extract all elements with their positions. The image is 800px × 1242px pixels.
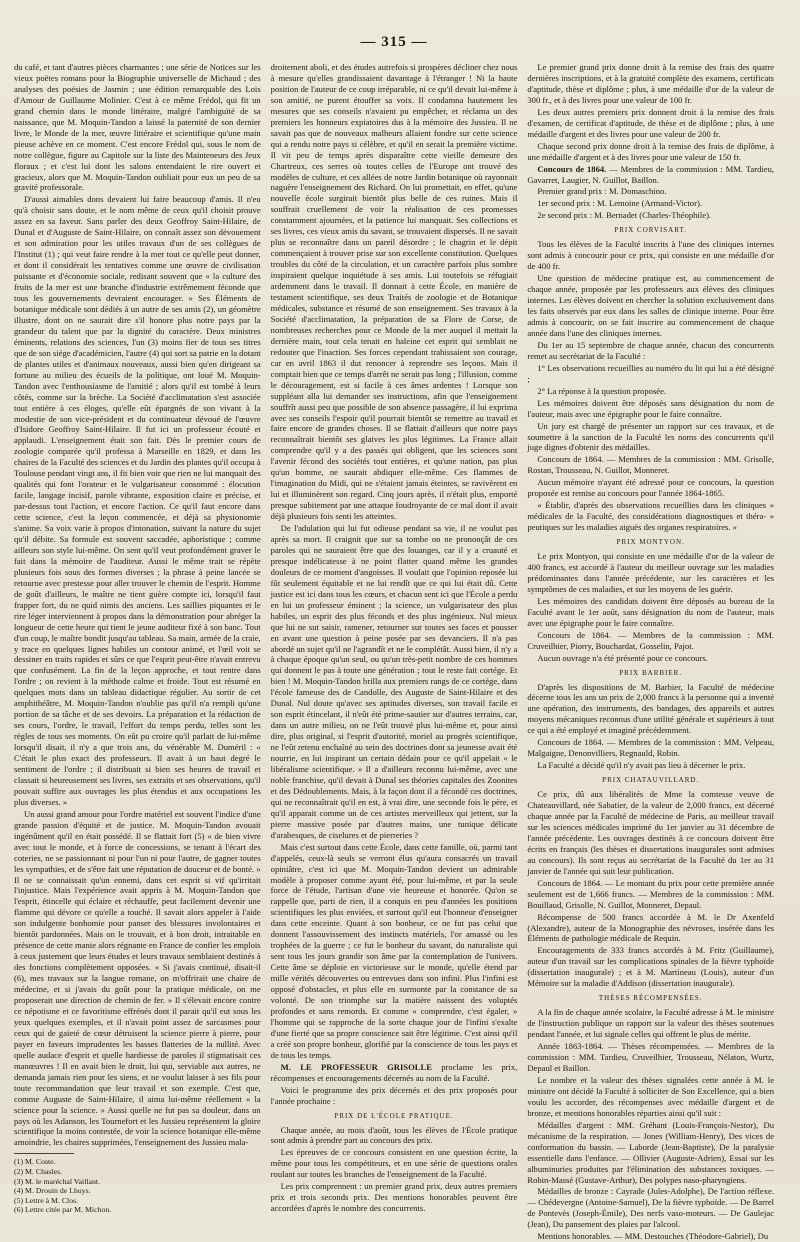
theses-paragraph: Le nombre et la valeur des thèses signalées cette année à M. le ministre ont décidé la Faculté à solliciter de Son Excellence, qui a bien voulu les accorder, des récompenses avec médaille d'argent et de bronze, et mentions honorables réparties ainsi qu'il suit : [527, 1074, 775, 1118]
montyon-paragraph: Aucun ouvrage n'a été présenté pour ce concours. [537, 652, 708, 663]
footnote: (2) M. Chasles. [14, 1166, 63, 1176]
col1-paragraph: D'aussi aimables dons devaient lui faire beaucoup d'amis. Il n'eu qu'à choisir sans doute, et le nom même de ceux qu'il choisit prouve assez en sa faveur. Sans parler des deux Geoffroy Saint-Hilaire, de Dunal et d'Auguste de Saint-Hilaire, on connaît assez son dévouement et son admiration pour les utiles travaux d'un de ses collègues de l'Institut (1) ; qui veut faire rendre à la mer tout ce qu'elle peut donner, et dont il considérait les tentatives comme une œuvre de civilisation puissante et d'économie sociale, redisant souvent que « la culture des fruits de la mer est une branche d'industrie extrêmement féconde que tous les gouvernements devraient encourager. » Ses Éléments de botanique médicale sont dédiés à un autre de ses amis (2), un géomètre illustre, dont on ne saurait dire s'il honore plus notre pays par la grandeur du talent que par la dignité du caractère. Deux ministres éminents, relations des sciences, l'un (3) moins fier de tous ses titres que de son siége d'académicien, l'autre (4) qui sort sa patrie en la dotant de plantes utiles et d'animaux nouveaux, aussi bien qu'en dirigeant sa fortune au milieu des écueils de la politique, ont loué M. Moquin-Tandon avec l'enthousiasme de l'amitié ; alors qu'il est tombé à leurs côtés, comme sur la brèche. La Société d'acclimatation s'est associée tout entière à ces éloges, qu'elle eût épargnés de son vivant à la modestie de son vice-président et du continuateur dévoué de l'œuvre d'Isidore Geoffroy Saint-Hilaire. Il fut ici un professeur écouté et applaudi. L'enseignement était son fait. Dès le premier cours de zoologie comparée qu'il professa à Marseille en 1829, et dans les chaires de la Faculté des sciences et du Jardin des plantes qu'il occupa à Toulouse pendant vingt ans, il fit bien voir que rien ne lui manquait des qualités qui font l'orateur et le vulgarisateur consommé : élocution facile, langage incisif, parole vibrante, exposition claire et précise, et par-dessus tout l'action, et encore l'action. Ce qu'il faut encore dans cette science, c'est la leçon commencée, et déjà sa physionomie s'anime. Sa voix varie à propos d'intonation, suivant la nature du sujet qu'il débite. Sa formule est souvent saccadée, aphoristique ; comme ailleurs son style lui-même. On sent qu'il veut profondément graver le fait dans la mémoire de l'auditeur. Aussi le même trait se répète plusieurs fois sous des formes diverses ; la phrase à peine lancée se retourne avec prestesse pour aller trouver le chemin de l'esprit. Homme de goût d'ailleurs, le maître ne tient guère compte ici, lorsqu'il faut frapper fort, du ne quid nimis des anciens. Les saillies piquantes et le rire léger interviennent à propos dans la démonstration pour abréger la longueur de cette heure qui tient le jeune auditeur fixé à son banc. Tout d'un coup, le maître bondit jusqu'au tableau. Sa main, armée de la craie, y trace en quelques lignes habiles un contour animé, et l'œil voit se dessiner en traits rapides et sûrs ce que l'esprit peut-être n'avait entrevu que confusément. La fin de la leçon approche, et tout rentre dans l'ordre ; on revient à la méthode calme et froide. Tout est résumé en quelques mots dans un tableau didactique régulier. Au sortir de cet amphithéâtre, M. Moquin-Tandon n'oublie pas qu'il n'a rempli qu'une portion de sa tâche et de ses devoirs. La préparation et la rédaction de ses cours, l'ordre, le travail, l'effort du temps perdu, telles sont les règles de tous ses moments. On eût pu croire qu'il parlait de lui-même lorsqu'il disait, il n'y a que trois ans, du vénérable M. Duméril : « C'était le plus exact des professeurs. Il avait à un haut degré le sentiment de l'ordre ; il distribuait si bien ses heures de travail et classait si heureusement ses livres, ses extraits et ses observations, qu'il pouvait suffire aux ouvrages les plus étendus et aux occupations les plus diverses. » [14, 194, 261, 807]
theses-paragraph: Année 1863-1864. — Thèses récompensées. — Membres de la commission : MM. Tardieu, Cruveilhier, Trousseau, Nélaton, Wurtz, Depaul et Baillon. [527, 1041, 775, 1073]
col1-paragraph: du café, et tant d'autres pièces charmantes ; une série de Notices sur les vieux poëtes romans pour la Biographie universelle de Michaud ; des analyses des poésies de Jasmin ; une édition remarquable des Lois d'Amour de Guillaume Molinier. C'est à ce même Frédol, qui fit un grand chemin dans le monde littéraire, malgré l'ambiguïté de sa naissance, que M. Moquin-Tandon a laissé la paternité de son dernier livre, le Monde de la mer, œuvre littéraire et scientifique qu'une main pieuse achève en ce moment. C'est encore Frédol qui, sous le nom de notre collègue, figure au Capitole sur la liste des Mainteneurs des Jeux floraux ; et c'est lui dont les salons entendaient le rire ouvert et gracieux, alors que M. Moquin-Tandon oubliait pour eux un peu de sa gravité professorale. [14, 62, 261, 193]
barbier-paragraph: La Faculté a décidé qu'il n'y avait pas lieu à décerner le prix. [537, 760, 746, 771]
section-heading-prix-ecole: PRIX DE L'ÉCOLE PRATIQUE. [334, 1111, 454, 1120]
section-heading-barbier: PRIX BARBIER. [619, 668, 683, 677]
footnote: (4) M. Drouin de Lhuys. [14, 1186, 91, 1196]
col2-paragraph: Mais c'est surtout dans cette École, dans cette famille, où, parmi tant d'appelés, ceux-là seuls se verront élus qu'aura consacrés un travail opiniâtre, c'est ici que M. Moquin-Tandon devient un admirable modèle à proposer comme ayant été, pour lui-même, et par la seule force de l'étude, l'artisan d'une vie heureuse et honorée. Qu'on se rappelle que, parti de rien, il a conquis en peu d'années les positions scientifiques les plus enviées, et surtout qu'il eut l'honneur d'enseigner dans cette enceinte. Quant à son bonheur, ce ne fut pas celui que donnent l'assouvissement des instincts matériels, l'or amassé ou les trophées de la guerre ; ce fut le bonheur du savant, du naturaliste qui sent tous les jours grandir son âme par la contemplation de l'univers. Cette âme se déploie en victorieuse sur le monde, qu'elle étend par mille vérités découvertes ou entrevues dans son infini. Plus l'infini est opposé d'obstacles, et plus elle en surmonte par la constance de sa volonté. De son triomphe sur la matière naissent des voluptés profondes et sans remords. Et comme « comprendre, c'est égaler, » l'homme qui se rapproche de la sorte chaque jour de l'infini s'exalte d'une fierté que sa propre conscience sait être légitime. C'est ainsi qu'il a créé son propre bonheur, glorifié par la conscience de tous les pays et de tous les temps. [270, 841, 518, 1060]
col3-paragraph: Les deux autres premiers prix donnent droit à la remise des frais d'examen, de certificat d'aptitude, de thèse et de diplôme ; plus, à une médaille d'argent et des livres pour une valeur de 200 fr. [527, 106, 775, 139]
concours-1864 [527, 164, 774, 186]
footnote: (1) M. Coste. [14, 1157, 56, 1167]
chateauvillard-paragraph: Concours de 1864. — Le montant du prix pour cette première année seulement est de 1,666 francs. — Membres de la commission : MM. Bouillaud, Grisolle, N. Guillot, Monneret, Depaul. [527, 877, 775, 910]
col1-paragraph: Un aussi grand amour pour l'ordre matériel est souvent l'indice d'une grande passion d'équité et de justice. M. Moquin-Tandon avouait ingénûment qu'il en était possédé. Il se flattait fort (5) « de bien vivre avec tout le monde, et à force de concessions, se tenant à l'écart des coteries, ne se passionnant ni pour l'un ni pour l'autre, de gagner toutes les sympathies, et de s'être fait une réputation de douceur et de bonté. » Il ne se connaissait qu'un ennemi, dans cet esprit si vif qu'irritait l'injustice. Mais l'expérience avait appris à M. Moquin-Tandon que l'esprit, étincelle qui éclaire et réchauffe, peut facilement devenir une flamme qui dévore ce qu'elle a touché. Il savait alors appeler à l'aide son indulgente bonhomie pour panser des blessures involontaires et bientôt pardonnées. Mais on le trouvait, et à bon droit, intraitable en présence de cette manie alors régnante en France de confier les emplois à ceux justement que leurs études et leurs travaux semblaient destinés à des fonctions complètement opposées. « Si j'avais continué, disait-il (6), mes travaux sur la langue romane, on m'offrirait une chaire de médecine, et si j'avais du goût pour la pratique médicale, on me proposerait une direction de chemin de fer. » Il s'élevait encore contre ce népotisme et ce favoritisme effrénés dont il parait qu'il eut sous les yeux quelques exemples, et il n'avait point assez de sarcasmes pour ceux qui de gaieté de cœur détruisent la science pierre à pierre, pour payer en faveurs imprudentes les basses flatteries de la nullité. Avec quelle audace d'esprit et quelle hardiesse de paroles il stigmatisait ces manœuvres ! Il en avait bien le droit, lui qui, serviable aux autres, ne demanda jamais rien pour les siens, et ne voulut laisser à ses fils pour toute recommandation que leur travail et son exemple. C'est que, comme Auguste de Saint-Hilaire, il aima lui-même réellement « la science pour la science. » Aussi quelle ne fut pas sa douleur, dans un pays où les Adanson, les Tournefort et les Jussieu représentent la gloire scientifique la moins contestée, de voir la science botanique elle-même amoindrie, les chaires supprimées, l'enseignement des Jussieu mala- [14, 808, 261, 1148]
corvisart-paragraph: 2° La réponse à la question proposée. [537, 385, 667, 396]
chateauvillard-paragraph: Encouragements de 333 francs accordés à M. Fritz (Guillaume), auteur d'un travail sur les complications spinales de la fièvre typhoïde (dissertation inaugurale) ; et à M. Martineau (Louis), auteur d'un Mémoire sur la maladie d'Addison (dissertation inaugurale). [527, 945, 775, 989]
professor-name: M. LE PROFESSEUR GRISOLLE [280, 1061, 432, 1072]
section-heading-chateauvillard: PRIX CHATAUVILLARD. [602, 776, 700, 785]
theses-paragraph: Médailles de bronze : Cayrade (Jules-Adolphe), De l'action réflexe. — Chédevergne (Antoine-Samuel), De la fièvre typhoïde. — De Barrel de Pontevès (Joseph-Émile), Des nerfs vaso-moteurs. — De Gaulejac (Jean), Du pansement des plaies par l'alcool. [527, 1186, 775, 1230]
concours-label: Concours de 1864. [537, 163, 607, 174]
section-heading-montyon: PRIX MONTYON. [616, 538, 685, 547]
section-heading-corvisart: PRIX CORVISART. [614, 226, 687, 235]
footnote: (6) Lettre citée par M. Michon. [14, 1205, 112, 1215]
corvisart-paragraph: Aucun mémoire n'ayant été adressé pour ce concours, la question proposée est remise au concours pour l'année 1864-1865. [527, 477, 775, 499]
prize-line: 1er second prix : M. Lemoine (Armand-Victor). [537, 198, 702, 209]
corvisart-paragraph: Un jury est chargé de présenter un rapport sur ces travaux, et de soumettre à la sanction de la Faculté les noms des concurrents qu'il juge dignes d'obtenir des médailles. [527, 420, 775, 453]
prize-line: 2e second prix : M. Bernadet (Charles-Théophile). [537, 210, 712, 221]
theses-paragraph: Mentions honorables. — MM. Destouches (Théodore-Gabriel), Du [537, 1231, 769, 1242]
col2-paragraph: Les prix comprennent : un premier grand prix, deux autres premiers prix et trois seconds prix. Des mentions honorables peuvent être accordées d'après le nombre des concurrents. [270, 1181, 518, 1214]
col3-paragraph: Le premier grand prix donne droit à la remise des frais des quatre dernières inscriptions, et à la gratuité complète des examens, certificats d'aptitude, thèse et diplôme ; plus, à une médaille d'or de la valeur de 300 fr., et à des livres pour une valeur de 100 fr. [527, 62, 775, 105]
corvisart-paragraph: « Établir, d'après des observations recueillies dans les cliniques » médicales de la Faculté, des considérations diagnostiques et théra- » peutiques sur les maladies aiguës des organes respiratoires. » [527, 500, 775, 533]
col2-paragraph: Chaque année, au mois d'août, tous les élèves de l'École pratique sont admis à prendre part au concours des prix. [270, 1124, 518, 1146]
corvisart-paragraph: Les mémoires doivent être déposés sans désignation du nom de l'auteur, mais avec une épigraphe pour le faire connaître. [527, 397, 775, 419]
corvisart-paragraph: 1° Les observations recueillies au numéro du lit qui lui a été désigné ; [527, 362, 775, 384]
footnotes [14, 1157, 261, 1215]
professor-announcement [271, 1062, 518, 1084]
chateauvillard-paragraph: Récompense de 500 francs accordée à M. le Dr Axenfeld (Alexandre), auteur de la Monographie des névroses, insérée dans les Éléments de pathologie médicale de Requin. [527, 911, 775, 944]
page-header [14, 30, 774, 62]
montyon-paragraph: Concours de 1864. — Membres de la commission : MM. Cruveilhier, Piorry, Bouchardat, Gosselin, Pajot. [527, 629, 775, 651]
prize-line: Premier grand prix : M. Domaschino. [537, 186, 667, 197]
chateauvillard-paragraph: Ce prix, dû aux libéralités de Mme la comtesse veuve de Chateauvillard, née Sabatier, de la valeur de 2,000 francs, est décerné chaque année par la Faculté de médecine de Paris, au meilleur travail sur les sciences médicales imprimé du 1er janvier au 31 décembre de l'année précédente. Les ouvrages destinés à ce concours doivent être écrits en français (les thèses et dissertations inaugurales sont admises au concours). Ils sont reçus au secrétariat de la Faculté du 1er au 31 janvier de l'année qui suit leur publication. [527, 789, 775, 876]
corvisart-paragraph: Tous les élèves de la Faculté inscrits à l'une des cliniques internes sont admis à concourir pour ce prix, qui consiste en une médaille d'or de 400 fr. [527, 239, 775, 272]
col2-paragraph: droitement aboli, et des études autrefois si prospères décliner chez nous à mesure qu'elles grandissaient davantage à l'étranger ! Ni la haute position de l'auteur de ce coup irréparable, ni ce qu'il devait lui-même à son amitié, ne purent étouffer sa voix. Il condamna hautement les mesures que ses conseils n'avaient pu empêcher, et réclama un des premiers les honneurs expiatoires dus à la mémoire des Jussieu. Il ne savait pas que de nouveaux malheurs allaient fondre sur cette science qui a rendu notre pays si célèbre, et qu'il en serait la première victime. Il vit peu de temps après disparaître cette vieille demeure des Chartreux, ces serres où toutes celles de l'Europe ont trouvé des modèles de culture, et ces allées de notre Jardin botanique où rayonnait naguère l'enseignement des Richard. On lui promettait, en effet, qu'une nouvelle école surgirait bientôt plus belle de ces ruines. Mais il souffrait cruellement de voir la réalisation de ces promesses constamment ajournées, et la patience lui manquait. Ses collections et ses livres, ces vieux amis du savant, se trouvaient dispersés. Il ne savait plus se reconnaître dans un pareil désordre ; le chagrin et le dépit commençaient à trouver prise sur son excellente constitution. Quelques troubles du côté de la circulation, et un caractère parfois plus sombre inspiraient quelque inquiétude à ses amis. Lui toutefois se réfugiait ardemment dans le travail. Il donnait à cette École, en manière de testament scientifique, ses deux Traités de zoologie et de Botanique médicales, substance et résumé de son enseignement. Ses travaux à la Société d'acclimatation, la préparation de sa Flore de Corse, de nombreuses recherches pour ce Monde de la mer auquel il mettait la dernière main, tout cela tenait en haleine cet esprit qui semblait ne redouter que l'inaction. Ses forces cependant trahissaient son courage, car en avril 1863 il dut renoncer à reprendre ses leçons. Mais il comptait bien que ce temps d'arrêt ne serait pas long ; l'illusion, comme le découragement, est si facile à ces âmes ardentes ! Lorsque son suppléant alla lui demander ses instructions, afin que l'enseignement souffrît aussi peu que possible de son absence passagère, il lui exprima avec ses conseils l'espoir qu'il pourrait bientôt se remettre au travail et faire encore de grandes choses. Il se flattait d'ailleurs que notre pays reconnaîtrait bientôt ses glaives les plus légitimes. La France allait comprendre qu'il y a des passés qui obligent, que les sciences sont l'avenir fécond des sociétés tout entières, et qu'une nation, pas plus qu'un homme, ne saurait abdiquer elle-même. Ces flammes de l'imagination du Midi, qui ne s'étaient jamais éteintes, se ravivèrent en lui et illuminèrent son regard. Cinq jours après, il n'était plus, emporté presque subitement par une attaque foudroyante de ce mal dont il avait déjà plusieurs fois senti les atteintes. [270, 62, 518, 522]
columns [14, 62, 775, 1242]
barbier-paragraph: D'après les dispositions de M. Barbier, la Faculté de médecine décerne tous les ans un prix de 2,000 francs à la personne qui a inventé une opération, des instruments, des bandages, des appareils et autres moyens mécaniques reconnus d'une utilité générale et supérieurs à tout ce qui a été employé et imaginé précédemment. [527, 681, 775, 736]
column-1 [14, 62, 261, 1215]
program-intro: Voici le programme des prix décernés et des prix proposés pour l'année prochaine : [270, 1084, 518, 1106]
col2-paragraph: Les épreuves de ce concours consistent en une question écrite, la même pour tous les compétiteurs, et en une série de questions orales roulant sur toutes les branches de l'enseignement de la Faculté. [270, 1147, 518, 1180]
professor-announcement-text: proclame les prix, récompenses et encouragements décernés au nom de la Faculté. [270, 1061, 518, 1083]
footnote: (5) Lettre à M. Clos. [14, 1195, 79, 1205]
barbier-paragraph: Concours de 1864. — Membres de la commission : MM. Velpeau, Malgaigne, Denonvilliers, Regnauld, Robin. [527, 737, 775, 759]
montyon-paragraph: Le prix Montyon, qui consiste en une médaille d'or de la valeur de 400 francs, est accordé à l'auteur du meilleur ouvrage sur les maladies prédominantes dans l'année précédente, sur les caractères et les symptômes de ces maladies, et sur les moyens de les guérir. [527, 551, 775, 594]
col2-paragraph: De l'adulation qui lui fut odieuse pendant sa vie, il ne voulut pas après sa mort. Il craignit que sur sa tombe on ne prononçât de ces paroles qui ne sauraient être que des louanges, car il y a cruauté et presque indélicatesse à ne point flatter quand même les grandes douleurs de ce moment d'angoisses. Il voulait que l'opinion reposée lui fût seulement équitable et ne lui rendît que ce qui lui était dû. Cette justice est ici dans tous les cœurs, et chacun sent ici que l'École a perdu en lui un professeur éminent ; la science, un vulgarisateur des plus habiles, un esprit des plus féconds et des plus ingénieux. Nul mieux que lui ne sut saisir, ramener, retourner sur toutes ses faces et pousser en avant une question à peine posée par ses devanciers. Il n'a pas abordé un sujet qu'il ne l'agrandît et ne le complétât. Aussi bien, il n'y a à chaque époque qu'un seul, ou qu'un très-petit nombre de ces hommes qui donnent le pas à toute une génération ; tout le reste fait cortége. Et bien ! M. Moquin-Tandon brilla aux premiers rangs de ce cortége, dans l'école fameuse des de Candolle, des Auguste de Saint-Hilaire et des Dunal. Nul doute qu'avec ses aptitudes diverses, son travail facile et son esprit étincelant, il n'eût été prime-sautier sur d'autres terrains, car, dans un autre milieu, on ne l'eût trouvé plus lui-même et, pour ainsi dire, plus original, si l'esprit d'autorité, moriel au progrès scientifique, ne l'eût retenu enchaîné au sein des doctrines dont sa jeunesse avait été nourrie, en lui inspirant un certain dédain pour ce qu'il appelait « le libéralisme scientifique. » Il a d'ailleurs reconnu lui-même, avec une noble franchise, qu'il devait à Dunal ses théories capitales des Zoonites et des Dédoublements. Mais, à la façon dont il a fécondé ces doctrines, qui ne reconnaîtrait qu'il en est, à vrai dire, une seconde fois le père, et qu'il apparait comme un de ces artistes merveilleux qui jettent, sur la pierre massive posée par d'autres mains, une tunique délicate d'arabesques, de ciselures et de pierreries ? [270, 523, 518, 840]
corvisart-paragraph: Concours de 1864. — Membres de la commission : MM. Grisolle, Rostan, Trousseau, N. Guillot, Monneret. [527, 454, 775, 476]
section-heading-theses: THÈSES RÉCOMPENSÉES. [598, 994, 703, 1003]
footnote: (3) M. le maréchal Vaillant. [14, 1176, 101, 1186]
montyon-paragraph: Les mémoires des candidats doivent être déposés au bureau de la Faculté avant le 1er août, sans désignation du nom de l'auteur, mais avec une épigraphe pour le faire connaître. [527, 595, 775, 628]
corvisart-paragraph: Une question de médecine pratique est, au commencement de chaque année, proposée par les professeurs aux élèves des cliniques internes. Les élèves doivent en chercher la solution exclusivement dans les faits observés par eux dans les salles de clinique interne. Pour être admis à concourir, on se fait inscrire au commencement de chaque année dans l'une des cliniques internes. [527, 273, 775, 338]
column-2 [270, 62, 518, 1214]
theses-paragraph: A la fin de chaque année scolaire, la Faculté adresse à M. le ministre de l'instruction publique un rapport sur la valeur des thèses soutenues pendant l'année, et lui signale celles qui offrent le plus de mérite. [527, 1007, 775, 1040]
footnote-divider [14, 1153, 74, 1154]
page-number: — 315 — [360, 34, 428, 50]
col3-paragraph: Chaque second prix donne droit à la remise des frais de diplôme, à une médaille d'argent et à des livres pour une valeur de 150 fr. [527, 140, 775, 162]
corvisart-paragraph: Du 1er au 15 septembre de chaque année, chacun des concurrents remet au secrétariat de la Faculté : [527, 339, 775, 361]
theses-paragraph: Médailles d'argent : MM. Gréhant (Louis-François-Nestor), Du mécanisme de la respiration. — Jones (William-Henry), Des vices de conformation du bassin. — Laborde (Jean-Baptiste), De la paralysie essentielle dans l'enfance. — Ollivier (Auguste-Adrien), Essai sur les albuminuries produites par l'élimination des substances toxiques. — Robin-Massé (Gustave-Arthur), Des polypes naso-pharyngiens. [527, 1119, 775, 1185]
concours-text: — Membres de la commission : MM. Tardieu, Gavarret, Laugier, N. Guillot, Baillon. [527, 163, 775, 185]
column-3 [527, 62, 775, 1242]
